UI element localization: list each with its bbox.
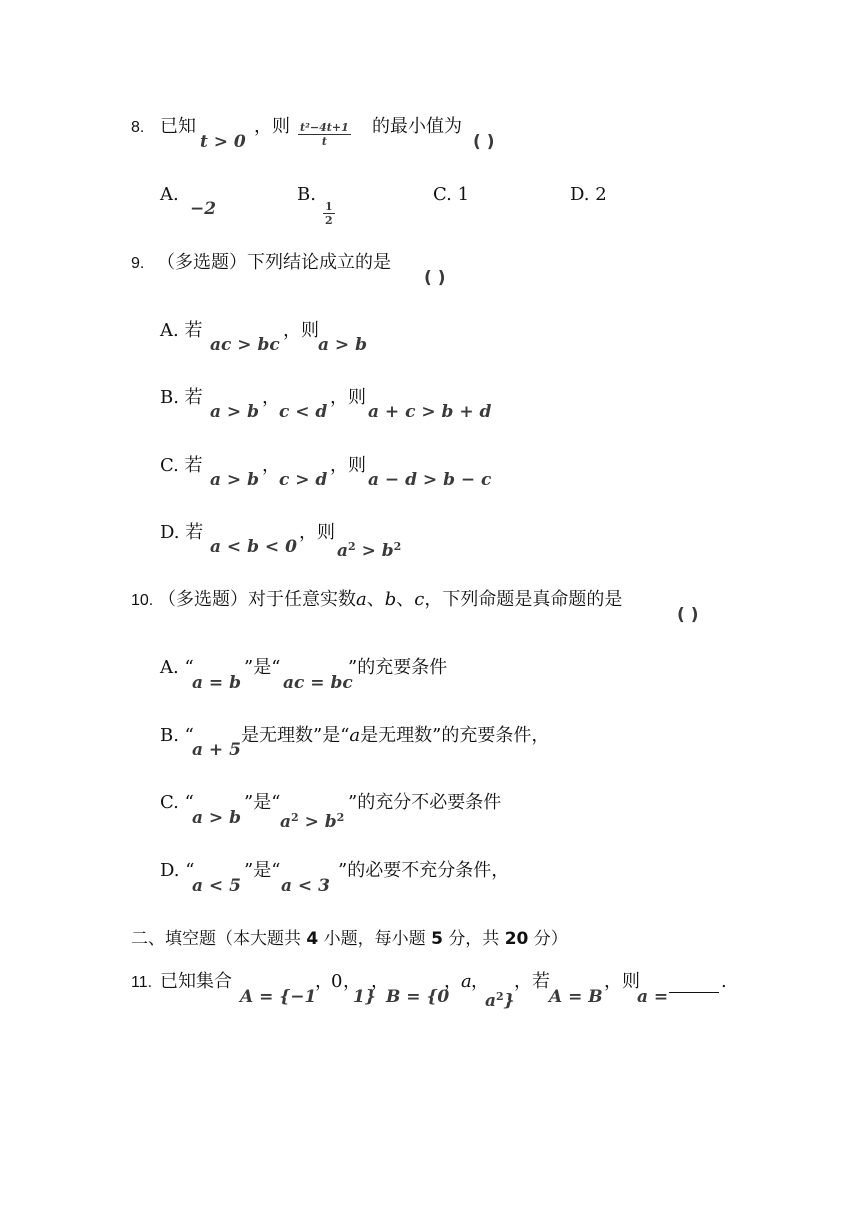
q10-option-b-label: B. “ [160, 725, 194, 746]
q9-option-d-math1: a < b < 0 [210, 537, 297, 557]
q11-comma: ， [343, 971, 361, 992]
q9-option-d-math2 [337, 537, 401, 561]
q10-option-b-mid-text: 是无理数”是“ [241, 725, 350, 746]
q11-comma: ， [444, 971, 462, 992]
q10-option-b-var: a [349, 725, 361, 746]
q10-option-a-end: ”的充要条件 [348, 657, 448, 678]
q11-set-b-close: } [503, 991, 515, 1011]
q9-option-c-label: C. 若 [160, 455, 203, 476]
q11-answer-math: a = [637, 987, 669, 1007]
q9-option-c-math2: c > d [279, 470, 328, 490]
q10-option-c-math1: a > b [192, 808, 241, 828]
q11-set-b-a: a [485, 991, 497, 1011]
q10-text-a [158, 589, 622, 611]
q9-option-b-math3: a + c > b + d [368, 402, 492, 422]
section-heading-total: 20 [504, 929, 529, 949]
q11-condition-math: A = B [549, 987, 603, 1007]
q10-var-c: c [414, 589, 425, 610]
q8-answer-paren: ( ) [473, 132, 495, 152]
q9-option-c-comma: ， [262, 455, 280, 476]
q9-option-d-math2-a: a [337, 541, 349, 561]
q10-option-c-mid: ”是“ [244, 792, 281, 813]
q8-number: 8. [131, 119, 145, 136]
q11-number: 11. [131, 974, 153, 991]
q9-option-b-comma: ， [262, 387, 280, 408]
q11-set-a-part2: 1} [353, 987, 376, 1007]
q10-option-d-end: ”的必要不充分条件， [338, 860, 510, 881]
q11-set-b-part1: B = {0 [386, 987, 450, 1007]
q10-option-a-label: A. “ [160, 657, 194, 678]
q10-option-c-label: C. “ [160, 792, 194, 813]
q10-option-a-mid: ”是“ [244, 657, 281, 678]
q11-set-a-part1: A = {−1 [240, 987, 317, 1007]
q11-comma: ， [315, 971, 333, 992]
q10-option-b-mid [241, 725, 549, 747]
exponent-2: 2 [393, 540, 402, 553]
section-heading-part: 分，共 [448, 929, 500, 949]
q8-option-a-value: −2 [190, 199, 217, 219]
q11-text-if: ，若 [514, 971, 550, 992]
q9-option-b-label: B. 若 [160, 387, 203, 408]
q10-sep: 、 [396, 589, 415, 610]
section-heading [131, 928, 568, 950]
section-heading-part: 分） [533, 929, 568, 949]
q11-zero: 0 [331, 971, 343, 992]
exponent-2: 2 [336, 811, 345, 824]
q9-option-a-math1: ac > bc [210, 335, 280, 355]
q11-text-set: 已知集合 [160, 971, 232, 992]
q10-number: 10. [131, 592, 154, 609]
q9-option-a-then: ，则 [283, 320, 319, 341]
q11-answer-blank[interactable] [669, 992, 719, 993]
q10-option-d-mid: ”是“ [244, 860, 281, 881]
q10-option-a-math1: a = b [192, 673, 241, 693]
q11-text-then: ，则 [604, 971, 640, 992]
q10-option-b-end: 是无理数”的充要条件， [360, 725, 550, 746]
q8-option-d: D. 2 [570, 184, 607, 205]
exponent-2: 2 [348, 540, 356, 553]
q9-option-c-then: ，则 [330, 455, 366, 476]
section-heading-count: 4 [306, 929, 319, 949]
q9-text: （多选题）下列结论成立的是 [157, 252, 391, 273]
q10-text-suffix: ，下列命题是真命题的是 [424, 589, 623, 610]
q10-sep: 、 [366, 589, 385, 610]
exponent-2: 2 [291, 811, 299, 824]
q10-option-c-math2: $a^2 > b^2$ [280, 811, 345, 832]
q8-fraction [298, 121, 351, 148]
q11-var-a: a [461, 971, 472, 992]
q9-option-c-math3: a − d > b − c [368, 470, 492, 490]
q9-number: 9. [131, 255, 145, 272]
q8-option-a-label: A. [160, 184, 179, 205]
q10-answer-paren: ( ) [677, 605, 699, 625]
q9-option-c-math1: a > b [210, 470, 259, 490]
q10-option-c-end: ”的充分不必要条件 [348, 792, 502, 813]
q10-option-a-math2: ac = bc [283, 673, 353, 693]
section-heading-part: 小题，每小题 [323, 929, 426, 949]
q8-condition-math: t > 0 [200, 132, 246, 152]
q8-fraction-denominator: t [321, 135, 327, 148]
q9-option-a-math2: a > b [318, 335, 367, 355]
q10-option-b-math1: a + 5 [192, 740, 241, 760]
q8-option-b-label: B. [297, 184, 316, 205]
q11-set-b-part2 [485, 987, 515, 1011]
q9-option-b-then: ，则 [330, 387, 366, 408]
q8-option-c: C. 1 [433, 184, 470, 205]
q9-option-d-label: D. 若 [160, 522, 204, 543]
q9-option-a-label: A. 若 [160, 320, 203, 341]
q8-option-b-fraction [323, 200, 335, 227]
q9-option-b-math2: c < d [279, 402, 328, 422]
q8-text-then: ，则 [254, 116, 290, 137]
section-heading-points: 5 [431, 929, 443, 949]
q10-var-a: a [356, 589, 367, 610]
q9-option-b-math1: a > b [210, 402, 259, 422]
q8-text-known: 已知 [160, 116, 196, 137]
q9-option-d-math2-rel: > b [355, 541, 394, 561]
q10-var-b: b [384, 589, 397, 610]
exponent-2: 2 [496, 990, 504, 1003]
q8-text-min: 的最小值为 [372, 116, 462, 137]
q9-option-d-then: ，则 [299, 522, 335, 543]
q11-comma: ， [471, 971, 489, 992]
section-heading-part: 二、填空题（本大题共 [131, 929, 301, 949]
q8-option-b-numerator: 1 [325, 200, 333, 213]
q10-option-d-label: D. “ [160, 860, 195, 881]
q8-option-b-denominator: 2 [325, 214, 333, 227]
q10-option-d-math1: a < 5 [192, 876, 241, 896]
q9-answer-paren: ( ) [424, 268, 446, 288]
q11-comma: ， [371, 971, 389, 992]
q8-fraction-numerator: t²−4t+1 [300, 121, 349, 134]
q11-period: . [721, 971, 727, 992]
q10-text-prefix: （多选题）对于任意实数 [158, 589, 356, 610]
q10-option-d-math2: a < 3 [281, 876, 330, 896]
